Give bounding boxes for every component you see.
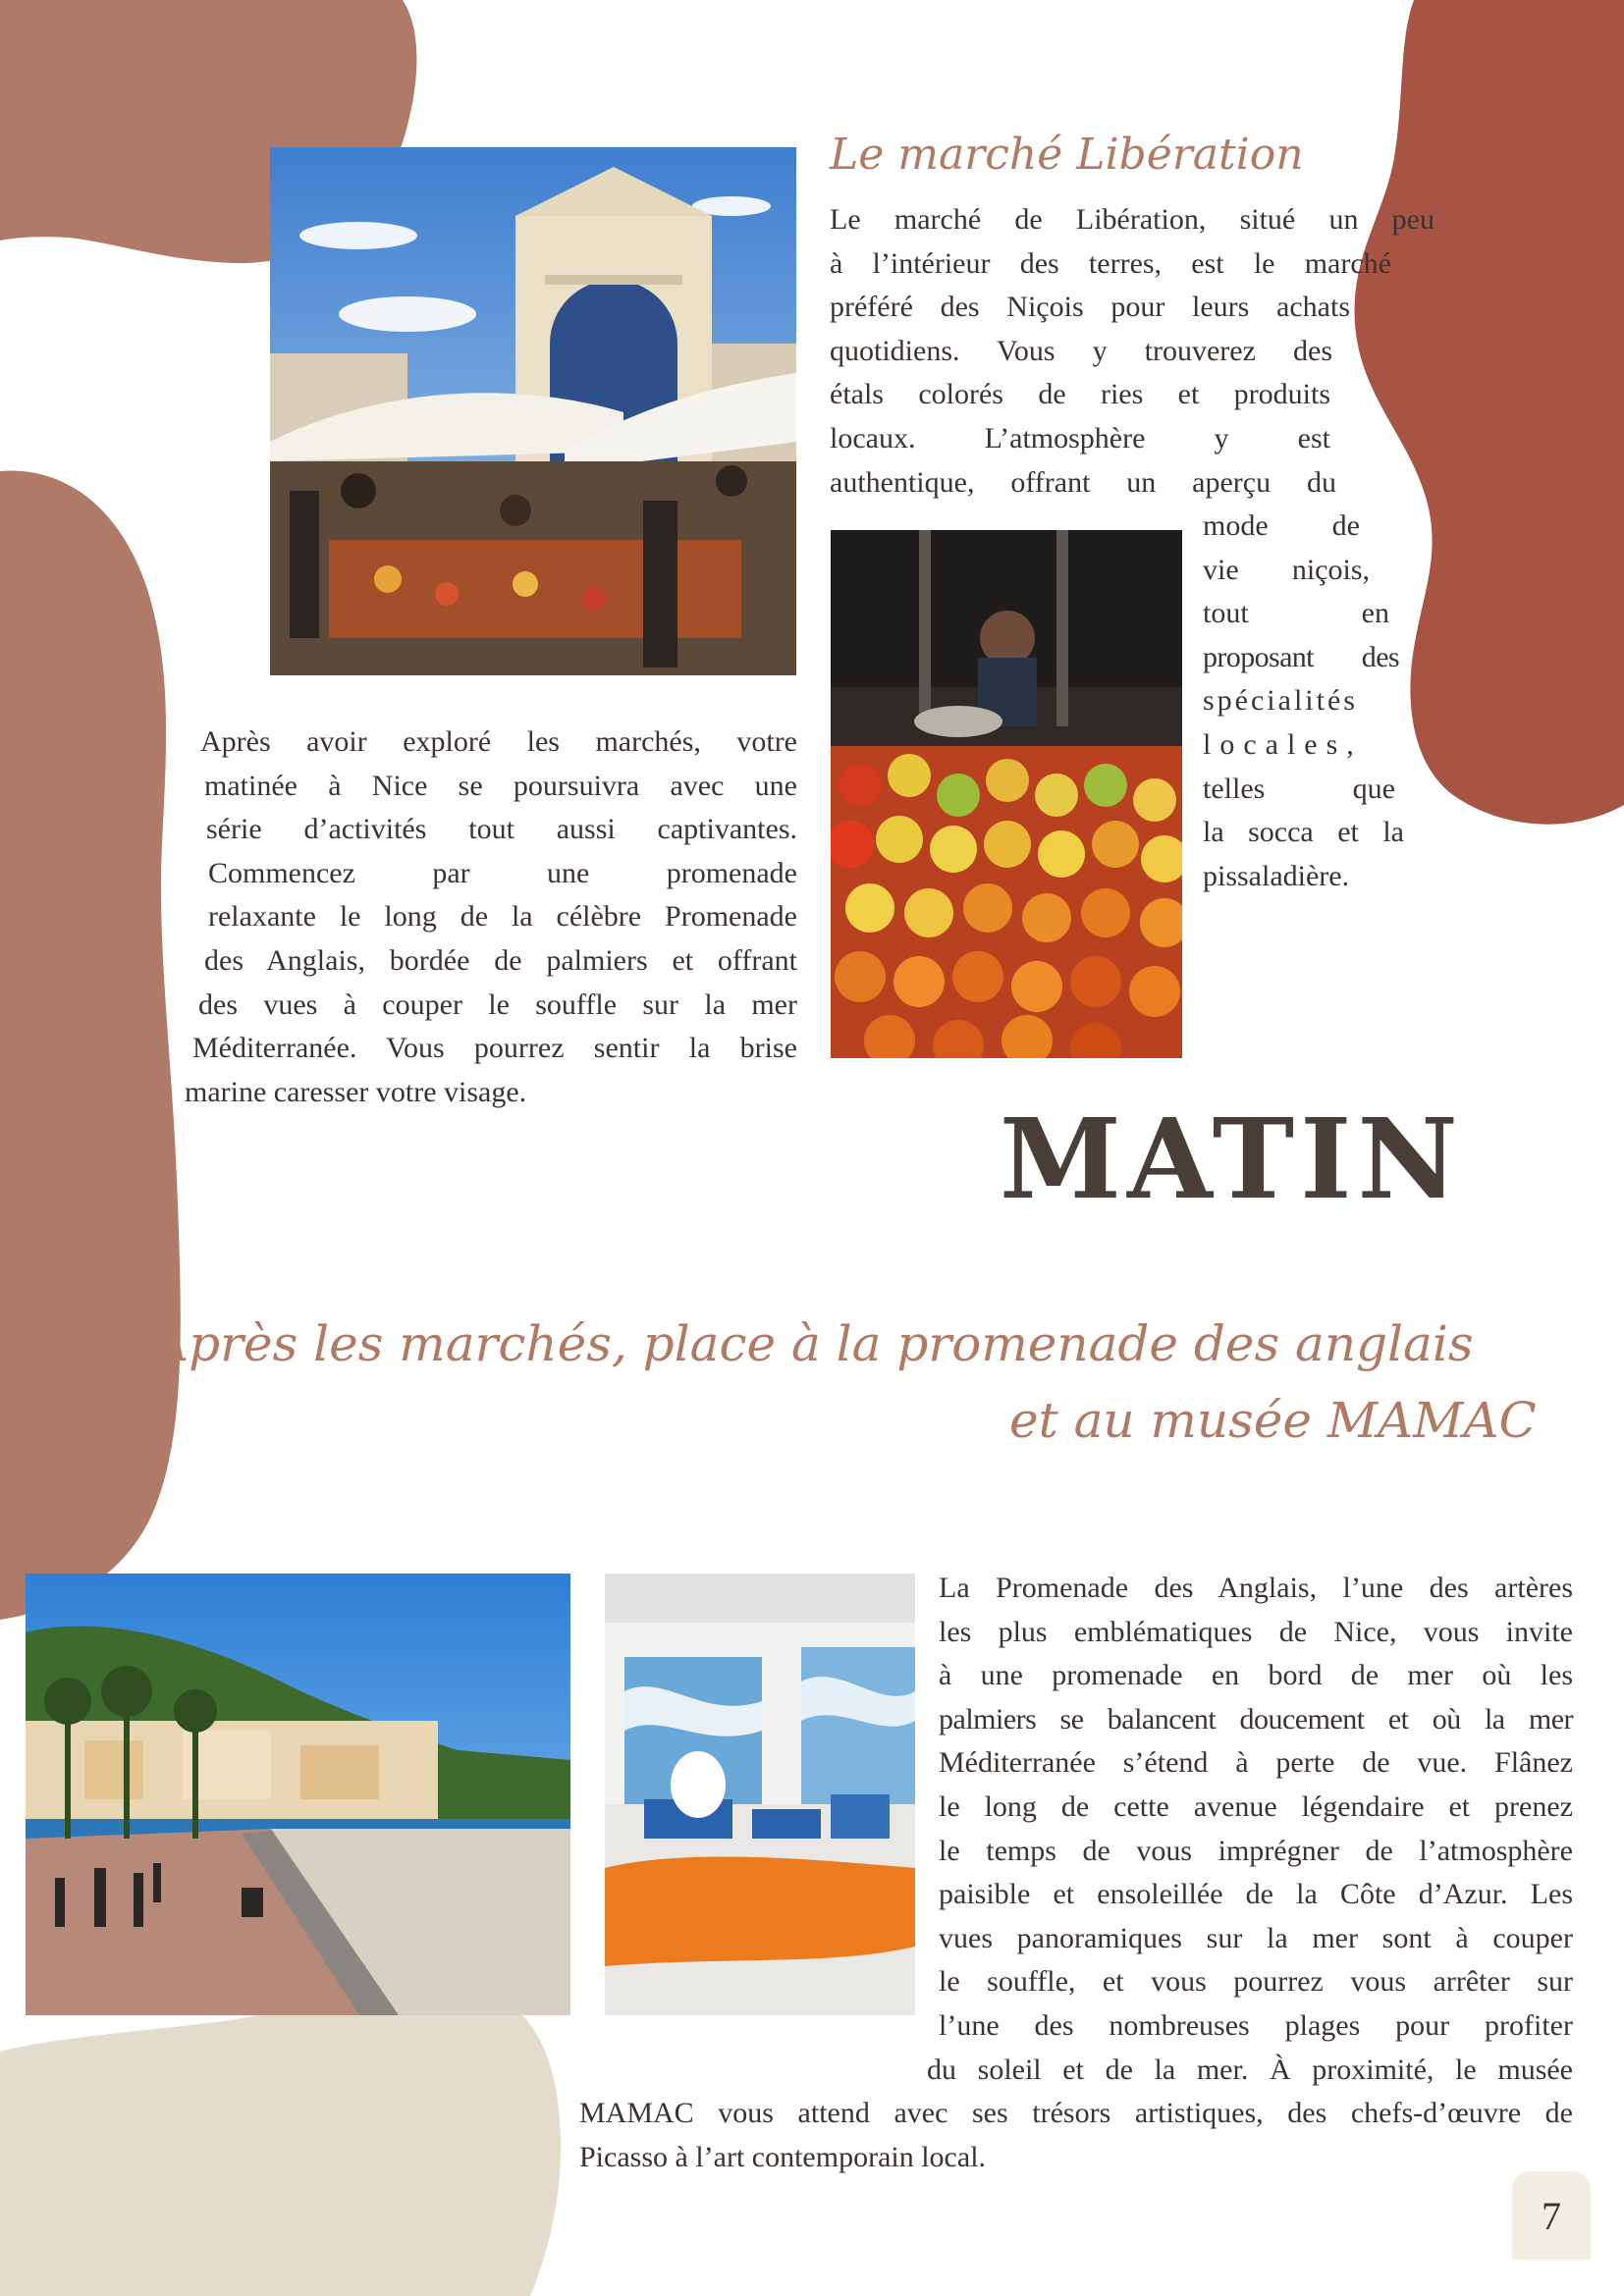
- section2-line: paisible et ensoleillée de la Côte d’Azur. Les: [939, 1878, 1573, 1911]
- narrow-line: pissaladière.: [1203, 859, 1350, 892]
- matin-heading: MATIN: [1000, 1095, 1464, 1224]
- section2-paragraph: [927, 1567, 1573, 2092]
- narrow-line: locales,: [1203, 727, 1363, 761]
- section2-line: vues panoramiques sur la mer sont à couper: [939, 1921, 1573, 1954]
- section1-line: préféré des Niçois pour leurs achats: [830, 291, 1350, 324]
- photo-marche-liberation: [270, 147, 796, 675]
- section2-line: Méditerranée s’étend à perte de vue. Flânez: [939, 1746, 1573, 1780]
- section1-narrow-column: [1203, 505, 1404, 898]
- photo-fruit-stall: [831, 530, 1182, 1058]
- photo-promenade-des-anglais: [26, 1574, 570, 2015]
- section2-wide-paragraph: [579, 2092, 1573, 2179]
- section2-line: le temps de vous imprégner de l’atmosphère: [939, 1834, 1573, 1867]
- section1-line: locaux. L’atmosphère y est: [830, 421, 1330, 454]
- blob-bottom-left: [0, 1983, 561, 2296]
- section1-line: Le marché de Libération, situé un peu: [830, 203, 1435, 236]
- narrow-line: vie niçois,: [1203, 553, 1370, 586]
- section2-line: La Promenade des Anglais, l’une des artères: [939, 1572, 1573, 1604]
- narrow-line: spécialités: [1203, 684, 1358, 718]
- left-line: marine caresser votre visage.: [185, 1075, 527, 1108]
- section2-line: l’une des nombreuses plages pour profiter: [939, 2008, 1573, 2042]
- narrow-line: tout en: [1203, 597, 1389, 630]
- section2-wide-line: Picasso à l’art contemporain local.: [579, 2140, 987, 2173]
- page-number: 7: [1542, 2193, 1561, 2238]
- narrow-line: telles que: [1203, 772, 1395, 805]
- section2-line: le long de cette avenue légendaire et prenez: [939, 1789, 1573, 1823]
- section1-paragraph: [830, 198, 1435, 505]
- left-line: Après avoir exploré les marchés, votre: [200, 725, 797, 758]
- section2-line: palmiers se balancent doucement et où la mer: [939, 1702, 1573, 1735]
- left-line: Commencez par une promenade: [208, 856, 797, 889]
- left-line: des Anglais, bordée de palmiers et offrant: [204, 943, 797, 977]
- section1-line: quotidiens. Vous y trouverez des: [830, 334, 1332, 367]
- left-line: des vues à couper le souffle sur la mer: [198, 988, 797, 1021]
- narrow-line: mode de: [1203, 509, 1360, 542]
- section2-line: à une promenade en bord de mer où les: [939, 1659, 1573, 1692]
- section2-title-line2: et au musée MAMAC: [1009, 1392, 1537, 1449]
- narrow-line: proposant des: [1203, 640, 1399, 673]
- section2-line: du soleil et de la mer. À proximité, le musée: [927, 2053, 1573, 2086]
- section2-title-line1: Après les marchés, place à la promenade des anglais: [153, 1315, 1474, 1372]
- section1-left-paragraph: [183, 721, 797, 1114]
- left-line: Méditerranée. Vous pourrez sentir la brise: [192, 1032, 797, 1065]
- blob-left: [0, 471, 181, 1620]
- section2-line: le souffle, et vous pourrez vous arrêter sur: [939, 1965, 1573, 1999]
- section1-line: étals colorés de ries et produits: [830, 378, 1330, 411]
- page-number-badge: [1512, 2171, 1591, 2260]
- narrow-line: la socca et la: [1203, 816, 1404, 849]
- left-line: matinée à Nice se poursuivra avec une: [204, 769, 797, 802]
- section1-line: à l’intérieur des terres, est le marché: [830, 246, 1391, 280]
- left-line: relaxante le long de la célèbre Promenade: [208, 900, 797, 934]
- section2-line: les plus emblématiques de Nice, vous invite: [939, 1615, 1573, 1648]
- section2-wide-line: MAMAC vous attend avec ses trésors artistiques, des chefs-d’œuvre de: [579, 2097, 1573, 2129]
- section1-title: Le marché Libération: [830, 130, 1304, 180]
- photo-musee-mamac: [605, 1574, 915, 2015]
- section1-line: authentique, offrant un aperçu du: [830, 465, 1336, 499]
- left-line: série d’activités tout aussi captivantes.: [206, 813, 797, 846]
